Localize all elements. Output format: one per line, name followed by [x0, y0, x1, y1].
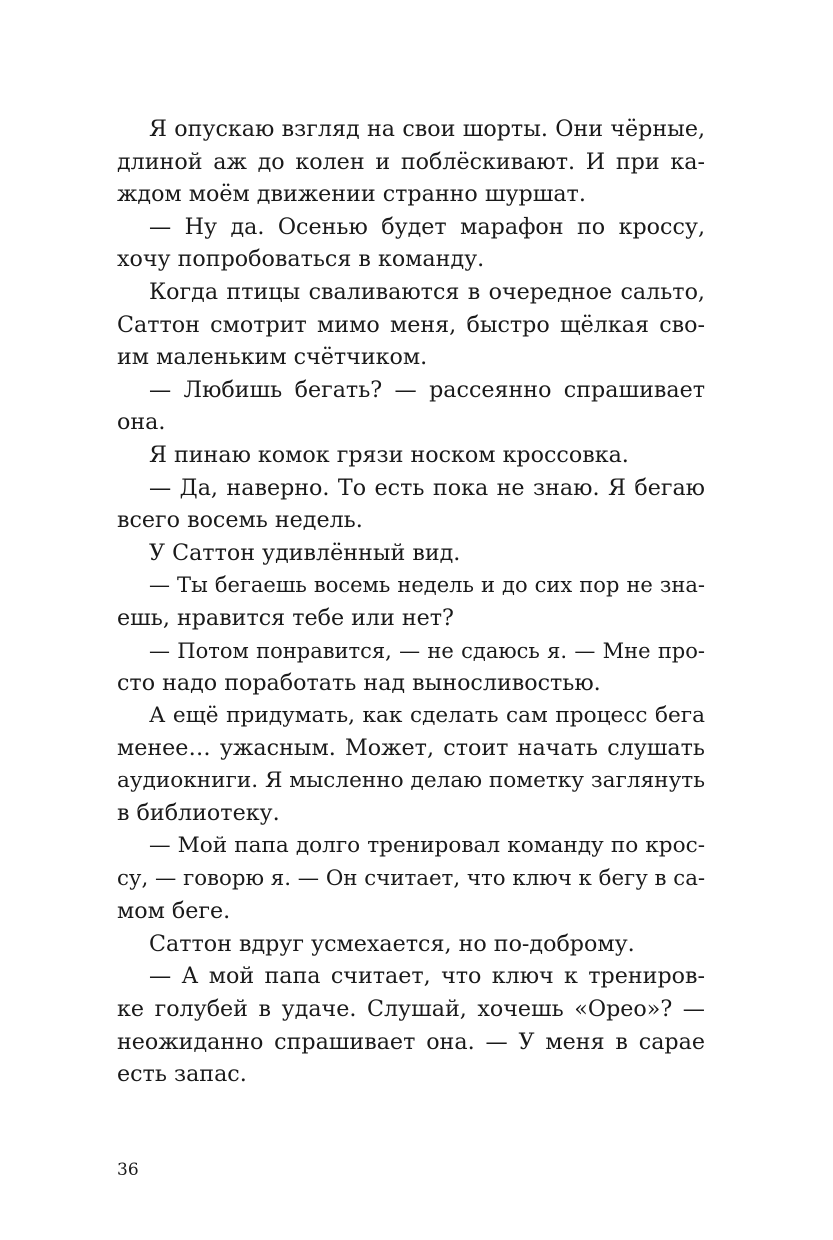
text-line: — Да, наверно. То есть пока не знаю. Я бегаю [149, 474, 705, 501]
text-line: сто надо поработать над выносливостью. [117, 670, 601, 697]
body-text [117, 113, 705, 1091]
text-line: хочу попробоваться в команду. [117, 246, 485, 273]
text-line: Когда птицы сваливаются в очередное сальто, [149, 278, 705, 305]
text-line: Я пинаю комок грязи носком кроссовка. [149, 441, 629, 468]
text-line: всего восемь недель. [117, 507, 363, 534]
text-line: она. [117, 409, 166, 436]
page-number: 36 [117, 1160, 139, 1180]
text-line: — А мой папа считает, что ключ к трениров- [149, 963, 705, 990]
text-line: — Любишь бегать? — рассеянно спрашивает [149, 376, 705, 403]
text-line: — Мой папа долго тренировал команду по крос- [149, 833, 705, 859]
text-line: в библиотеку. [117, 800, 280, 827]
text-line: неожиданно спрашивает она. — У меня в сарае [117, 1028, 705, 1055]
text-line: су, — говорю я. — Он считает, что ключ к бегу в са- [117, 865, 706, 891]
text-line: Саттон смотрит мимо меня, быстро щёлкая сво- [117, 311, 705, 338]
text-line: А ещё придумать, как сделать сам процесс бега [149, 702, 705, 728]
text-line: мом беге. [117, 898, 231, 925]
text-line: Саттон вдруг усмехается, но по-доброму. [149, 930, 635, 957]
text-line: ждом моём движении странно шуршат. [117, 181, 586, 208]
text-line: есть запас. [117, 1061, 247, 1088]
text-line: Я опускаю взгляд на свои шорты. Они чёрные, [149, 116, 705, 142]
text-line: ешь, нравится тебе или нет? [117, 604, 454, 631]
text-line: им маленьким счётчиком. [117, 344, 428, 371]
text-line: — Ты бегаешь восемь недель и до сих пор не зна- [149, 573, 705, 598]
text-line: длиной аж до колен и поблёскивают. И при ка- [117, 148, 705, 175]
text-line: менее… ужасным. Может, стоит начать слушать [117, 735, 705, 762]
text-line: аудиокниги. Я мысленно делаю пометку заглянуть [117, 767, 705, 793]
text-line: У Саттон удивлённый вид. [149, 539, 461, 566]
text-line: ке голубей в удаче. Слушай, хочешь «Орео»? — [117, 996, 705, 1023]
text-line: — Ну да. Осенью будет марафон по кроссу, [149, 213, 705, 240]
text-line: — Потом понравится, — не сдаюсь я. — Мне про- [149, 638, 705, 663]
